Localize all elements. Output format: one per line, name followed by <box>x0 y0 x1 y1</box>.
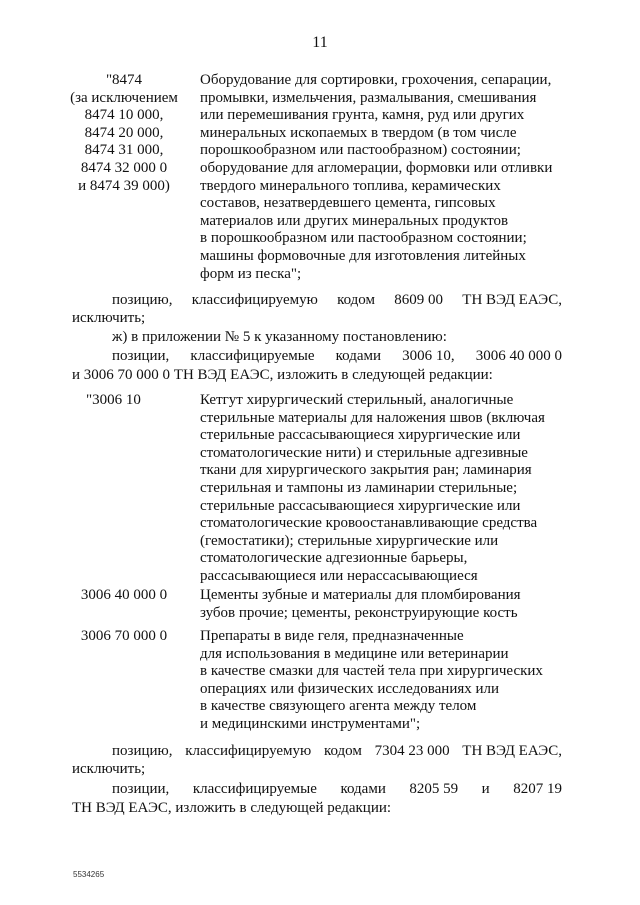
word: 7304 23 000 <box>374 743 450 759</box>
code-line: 8474 32 000 0 <box>80 159 168 176</box>
paragraph-exclude-7304 <box>112 742 562 760</box>
word: ТН ВЭД ЕАЭС, <box>462 292 562 308</box>
word: классифицируемую <box>185 743 312 759</box>
code-line: "8474 <box>105 72 143 88</box>
paragraph-appendix-5: ж) в приложении № 5 к указанному постановлению: <box>112 329 447 345</box>
description-8474 <box>200 72 570 283</box>
description-line: в качестве смазки для частей тела при хирургических <box>200 663 543 680</box>
description-line: Оборудование для сортировки, грохочения, сепарации, <box>200 72 552 88</box>
page-number: 11 <box>312 34 328 51</box>
description-line: промывки, измельчения, размалывания, смешивания <box>200 89 537 106</box>
description-line: форм из песка"; <box>200 265 302 282</box>
word: ТН ВЭД ЕАЭС, <box>462 743 562 759</box>
word: классифицируемые <box>192 781 317 797</box>
paragraph-continuation: исключить; <box>72 310 146 326</box>
description-line: зубов прочие; цементы, реконструирующие кость <box>200 604 518 621</box>
word: кодами <box>335 348 382 364</box>
description-3006-70 <box>200 628 570 734</box>
tariff-code-3006-10: "3006 10 <box>86 392 141 408</box>
description-line: или перемешивания грунта, камня, руд или других <box>200 107 525 124</box>
description-line: Цементы зубные и материалы для пломбирования <box>200 587 521 603</box>
description-line: стерильные рассасывающиеся хирургические или <box>200 497 521 514</box>
description-line: в качестве связующего агента между телом <box>200 698 477 715</box>
word: классифицируемую <box>191 292 318 308</box>
description-line: (гемостатики); стерильные хирургические или <box>200 532 499 549</box>
code-line: (за исключением <box>70 89 178 106</box>
paragraph-continuation: и 3006 70 000 0 ТН ВЭД ЕАЭС, изложить в следующей редакции: <box>72 367 493 383</box>
description-line: и медицинскими инструментами"; <box>200 715 421 732</box>
word: кодом <box>323 743 362 759</box>
paragraph-exclude-8609 <box>112 291 562 309</box>
description-line: Кетгут хирургический стерильный, аналогичные <box>200 392 514 408</box>
word: 8205 59 <box>409 781 459 797</box>
tariff-code-3006-70: 3006 70 000 0 <box>80 628 168 644</box>
description-line: порошкообразном или пастообразном) состоянии; <box>200 142 521 159</box>
description-line: для использования в медицине или ветеринарии <box>200 645 509 662</box>
paragraph-amend-3006 <box>112 347 562 365</box>
paragraph-continuation: исключить; <box>72 761 146 777</box>
description-line: материалов или других минеральных продуктов <box>200 212 509 229</box>
word: кодами <box>340 781 386 797</box>
word: кодом <box>337 292 376 308</box>
word: 3006 10, <box>402 348 455 364</box>
description-line: операциях или физических исследованиях или <box>200 680 500 697</box>
paragraph-continuation: ТН ВЭД ЕАЭС, изложить в следующей редакции: <box>72 800 392 816</box>
word: 8609 00 <box>394 292 444 308</box>
code-line: 8474 10 000, <box>84 107 164 124</box>
description-3006-10 <box>200 392 570 586</box>
word: позиции, <box>112 781 170 797</box>
description-line: Препараты в виде геля, предназначенные <box>200 628 464 644</box>
description-line: в порошкообразном или пастообразном состоянии; <box>200 230 527 247</box>
word: 3006 40 000 0 <box>475 348 562 364</box>
description-line: машины формовочные для изготовления литейных <box>200 247 526 264</box>
word: позиции, <box>112 348 170 364</box>
word: классифицируемые <box>190 348 315 364</box>
description-line: составов, незатвердевшего цемента, гипсовых <box>200 195 496 212</box>
code-line: 8474 20 000, <box>84 124 164 141</box>
description-line: ткани для хирургического закрытия ран; ламинария <box>200 462 532 479</box>
description-line: стоматологические кровоостанавливающие средства <box>200 515 538 532</box>
description-line: стерильная и тампоны из ламинарии стерильные; <box>200 479 518 496</box>
word: 8207 19 <box>513 781 562 797</box>
description-line: стерильные рассасывающиеся хирургические или <box>200 427 521 444</box>
word: позицию, <box>112 292 173 308</box>
description-line: твердого минерального топлива, керамических <box>200 177 501 194</box>
tariff-code-8474 <box>68 72 180 195</box>
document-id: 5534265 <box>73 870 105 879</box>
description-line: стоматологические нити) и стерильные адгезивные <box>200 444 528 461</box>
code-line: 8474 31 000, <box>84 142 164 159</box>
tariff-code-3006-40: 3006 40 000 0 <box>80 587 168 603</box>
word: позицию, <box>112 743 173 759</box>
paragraph-amend-8205 <box>112 780 562 798</box>
description-line: минеральных ископаемых в твердом (в том числе <box>200 124 517 141</box>
code-line: и 8474 39 000) <box>78 177 170 194</box>
description-line: рассасывающиеся или нерассасывающиеся <box>200 567 478 584</box>
description-line: стоматологические адгезионные барьеры, <box>200 550 468 567</box>
description-line: оборудование для агломерации, формовки или отливки <box>200 159 553 176</box>
description-line: стерильные материалы для наложения швов (включая <box>200 409 545 426</box>
word: и <box>481 781 490 797</box>
description-3006-40 <box>200 587 570 622</box>
